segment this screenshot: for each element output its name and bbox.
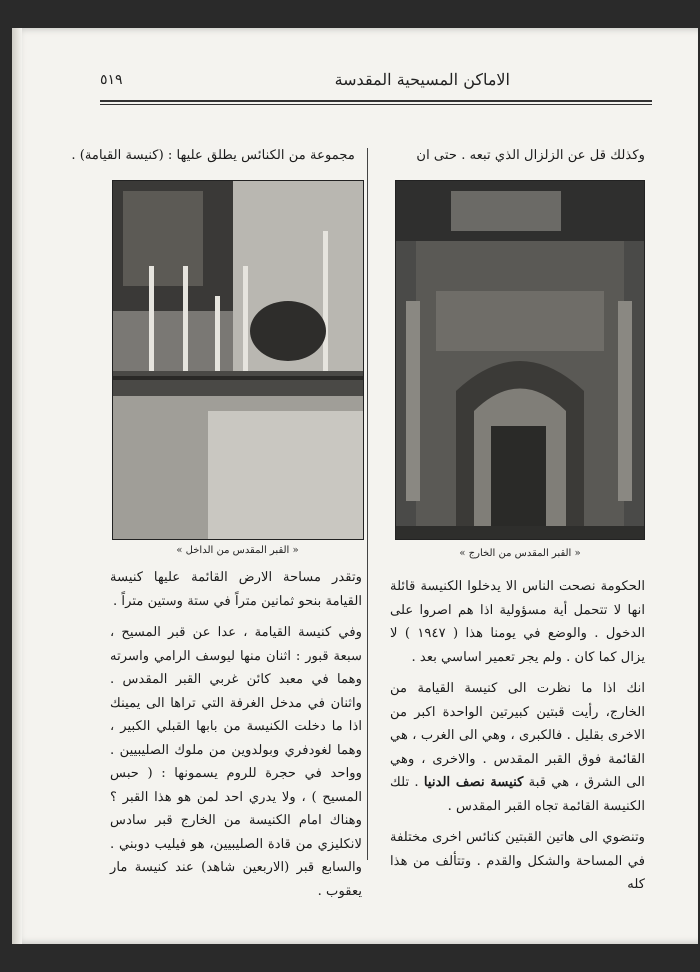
paragraph: الحكومة نصحت الناس الا يدخلوا الكنيسة قائلة انها لا تتحمل أية مسؤولية اذا هم اصروا على الدخول . والوضع في يومنا هذا ( ١٩٤٧ ) لا يزال كما كان . ولم يجر تعمير اساسي بعد .	[390, 579, 645, 665]
bold-phrase: كنيسة نصف الدنيا	[423, 775, 524, 790]
left-column-top-line: مجموعة من الكنائس يطلق عليها : (كنيسة القيامة) .	[71, 148, 355, 163]
caption-interior: « القبر المقدس من الداخل »	[176, 545, 299, 556]
page-spine-shadow	[12, 28, 22, 944]
running-header	[100, 70, 650, 100]
paragraph: وتنضوي الى هاتين القبتين كنائس اخرى مختلفة في المساحة والشكل والقدم . وتتألف من هذا كله	[390, 830, 645, 892]
paragraph: وتقدر مساحة الارض القائمة عليها كنيسة القيامة بنحو ثمانين متراً في ستة وستين متراً .	[110, 570, 362, 609]
page-number: ٥١٩	[100, 72, 123, 88]
photo-tomb-interior	[112, 180, 364, 540]
right-column-top-line: وكذلك قل عن الزلزال الذي تبعه . حتى ان	[416, 148, 645, 163]
column-separator	[367, 148, 368, 860]
paragraph-text: انك اذا ما نظرت الى كنيسة القيامة من الخارج، رأيت قبتين كبيرتين الواحدة اكبر من الاخرى بقليل . فالكبرى ، وهي الى الغرب ، هي القائمة فوق القبر المقدس . والاخرى ، وهي الى الشرق ، هي قبة	[390, 681, 645, 790]
paragraph-domes	[390, 677, 645, 818]
paragraph-text-end: . تلك الكنيسة القائمة تجاه القبر المقدس .	[390, 775, 645, 814]
header-rule-thick	[100, 100, 652, 102]
running-title: الاماكن المسيحية المقدسة	[334, 70, 510, 89]
right-column-body	[390, 575, 645, 897]
header-rule-thin	[100, 104, 652, 105]
left-column-body	[110, 566, 362, 903]
caption-exterior: « القبر المقدس من الخارج »	[459, 548, 581, 559]
paragraph: وفي كنيسة القيامة ، عدا عن قبر المسيح ، سبعة قبور : اثنان منها ليوسف الرامي واسرته وهما في معبد كائن غربي القبر المقدس . واثنان في مدخل الغرفة التي تراها الى يمينك اذا ما دخلت الكنيسة من بابها القبلي الكبير ، وهما لغودفري وبولدوين من ملوك الصليبيين . وواحد في حجرة للروم يسمونها : ( حبس المسيح ) ، ولا يدري احد لمن هو هذا القبر ؟ وهناك امام الكنيسة من الخارج قبر سادس لانكليزي من قادة الصليبيين، هو فيليب دوبني . والسابع قبر (الاربعين شاهد) عند كنيسة مار يعقوب .	[110, 625, 362, 899]
photo-tomb-exterior	[395, 180, 645, 540]
